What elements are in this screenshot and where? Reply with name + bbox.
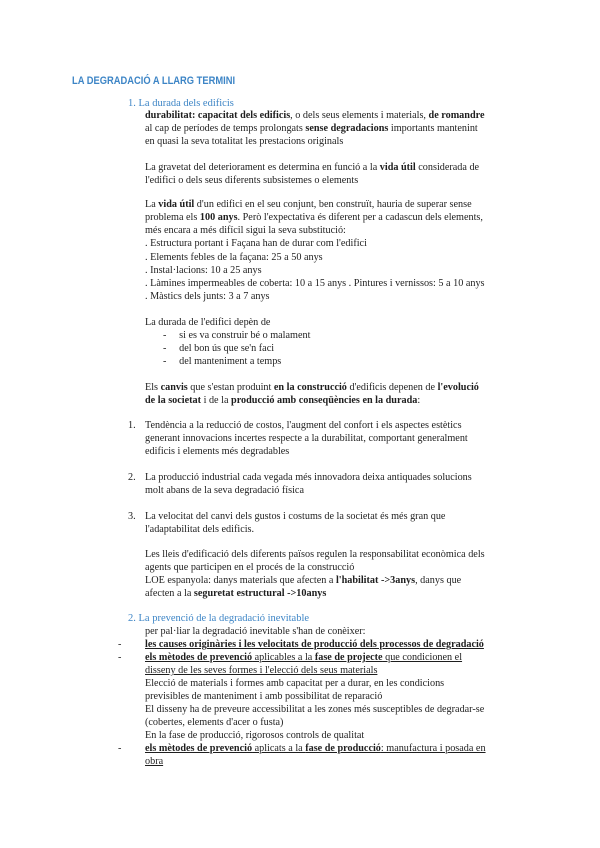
bullet-line: les causes originàries i les velocitats de producció dels processos de degradació	[145, 639, 484, 650]
definition-line: en quasi la seva totalitat les prestacions originals	[145, 136, 344, 147]
sub-line: Elecció de materials i formes amb capacitat per a durar, en les condicions	[145, 678, 445, 689]
paragraph-line: de la societat i de la producció amb conseqüències en la durada:	[145, 395, 421, 406]
paragraph-line: problema els 100 anys. Però l'expectativa és diferent per a cadascun dels elements,	[145, 212, 483, 223]
section-1-heading: 1. La durada dels edificis	[128, 98, 234, 109]
paragraph-line: per pal·liar la degradació inevitable s'han de conèixer:	[145, 626, 366, 637]
list-item: . Estructura portant i Façana han de durar com l'edifici	[145, 238, 367, 249]
list-item: . Màstics dels junts: 3 a 7 anys	[145, 291, 270, 302]
dash-marker: -	[118, 743, 122, 754]
paragraph-line: La vida útil d'un edifici en el seu conjunt, ben construït, hauria de superar sense	[145, 199, 472, 210]
page-title: LA DEGRADACIÓ A LLARG TERMINI	[72, 75, 236, 87]
paragraph-line: La gravetat del deteriorament es determina en funció a la vida útil considerada de	[145, 162, 480, 173]
item-number: 3.	[128, 511, 136, 522]
list-item: . Elements febles de la façana: 25 a 50 anys	[145, 252, 323, 263]
definition-line: al cap de períodes de temps prolongats sense degradacions importants mantenint	[145, 123, 478, 134]
bullet-line: disseny de les seves formes i l'elecció dels seus materials	[145, 665, 378, 676]
item-line: La producció industrial cada vegada més innovadora deixa antiquades solucions	[145, 472, 472, 483]
bullet-line: els mètodes de prevenció aplicables a la fase de projecte que condicionen el	[145, 652, 463, 663]
list-item: . Instal·lacions: 10 a 25 anys	[145, 265, 262, 276]
paragraph-line: agents que participen en el procés de la construcció	[145, 562, 355, 573]
item-line: Tendència a la reducció de costos, l'augment del confort i els aspectes estètics	[145, 420, 462, 431]
sub-line: previsibles de manteniment i amb possibilitat de reparació	[145, 691, 383, 702]
paragraph-line: més encara a més difícil sigui la seva substitució:	[145, 225, 346, 236]
dash-item: - del manteniment a temps	[163, 356, 282, 367]
section-2-heading: 2. La prevenció de la degradació inevitable	[128, 613, 310, 624]
sub-line: El disseny ha de preveure accessibilitat a les zones més susceptibles de degradar-se	[145, 704, 485, 715]
dash-marker: -	[118, 639, 122, 650]
item-line: molt abans de la seva degradació física	[145, 485, 304, 496]
paragraph-line: LOE espanyola: danys materials que afecten a l'habilitat ->3anys, danys que	[145, 575, 462, 586]
item-line: edificis i elements més degradables	[145, 446, 290, 457]
paragraph-line: Els canvis que s'estan produint en la construcció d'edificis depenen de l'evolució	[145, 382, 479, 393]
dash-item: - si es va construir bé o malament	[163, 330, 311, 341]
item-line: generant innovacions incertes respecte a la durabilitat, comportant generalment	[145, 433, 468, 444]
dash-item: - del bon ús que se'n faci	[163, 343, 275, 354]
item-number: 2.	[128, 472, 136, 483]
paragraph-line: l'edifici o dels seus diferents subsistemes o elements	[145, 175, 359, 186]
item-line: l'adaptabilitat dels edificis.	[145, 524, 255, 535]
paragraph-line: afecten a la seguretat estructural ->10anys	[145, 588, 327, 599]
definition-line: durabilitat: capacitat dels edificis, o dels seus elements i materials, de romandre	[145, 110, 485, 121]
dash-marker: -	[118, 652, 122, 663]
item-number: 1.	[128, 420, 136, 431]
bullet-line: els mètodes de prevenció aplicats a la fase de producció: manufactura i posada en	[145, 743, 486, 754]
item-line: La velocitat del canvi dels gustos i costums de la societat és més gran que	[145, 511, 446, 522]
paragraph-line: La durada de l'edifici depèn de	[145, 317, 271, 328]
list-item: . Làmines impermeables de coberta: 10 a 15 anys . Pintures i vernissos: 5 a 10 anys	[145, 278, 485, 289]
sub-line: En la fase de producció, rigorosos controls de qualitat	[145, 730, 365, 741]
sub-line: (cobertes, elements d'acer o fusta)	[145, 717, 284, 728]
paragraph-line: Les lleis d'edificació dels diferents països regulen la responsabilitat econòmica dels	[145, 549, 485, 560]
bullet-line: obra	[145, 756, 164, 767]
